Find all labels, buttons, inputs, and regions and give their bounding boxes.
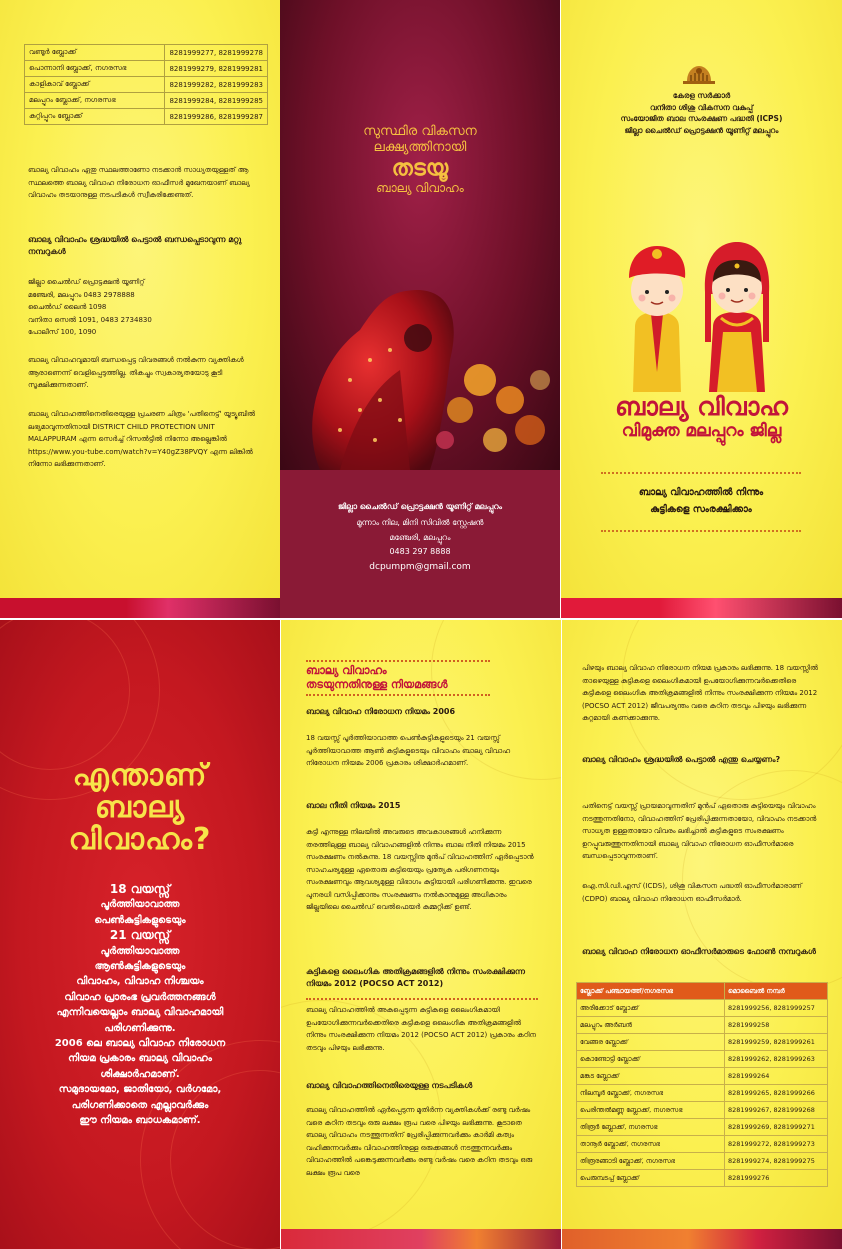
phone-cell: 8281999267, 8281999268 [725, 1102, 828, 1119]
def-line: 21 വയസ്സ് [109, 928, 171, 943]
kerala-emblem-icon [679, 62, 719, 86]
def-line: പെൺകുട്ടികളുടെയും [94, 914, 186, 926]
def-line: ആൺകുട്ടികളുടെയും [94, 961, 186, 973]
organization-block [561, 90, 842, 136]
title-line: സുസ്ഥിര വികസന [363, 124, 477, 139]
def-line: പൂർത്തിയാവാത്ത [100, 945, 180, 957]
office-cell: കാളികാവ് ബ്ലോക്ക് [25, 77, 165, 93]
law-text: 18 വയസ്സ് പൂർത്തിയാവാത്ത പെൺകുട്ടികളുടെയും 21 വയസ്സ് പൂർത്തിയാവാത്ത ആൺ കുട്ടികളുടെയും വിവാഹം ബാല്യ വിവാഹ നിരോധന നിയമം 2006 പ്രകാരം ശിക്ഷാർഹമാണ്. [306, 734, 511, 767]
contact-address: മൂന്നാം നില, മിനി സിവിൽ സ്റ്റേഷൻ [356, 518, 484, 527]
law-text: ബാല്യ വിവാഹത്തിൽ അകപ്പെടുന്ന കുട്ടികളെ ലൈംഗികമായി ഉപയോഗിക്കുന്നവർക്കെതിരെ കുട്ടികളെ ലൈംഗിക അതിക്രമങ്ങളിൽ നിന്നും സംരക്ഷിക്കുന്ന നിയമം 2012 (POCSO ACT 2012) പ്രകാരം കഠിന തടവും പിഴയും ലഭിക്കുന്നു. [306, 1006, 537, 1052]
phone-cell: 8281999277, 8281999278 [165, 45, 268, 61]
phone-cell: 8281999284, 8281999285 [165, 93, 268, 109]
def-line: ശിക്ഷാർഹമാണ്. [100, 1068, 180, 1080]
contact-org: ജില്ലാ ചൈൽഡ് പ്രൊട്ടക്ഷൻ യൂണിറ്റ് മലപ്പുറം [337, 502, 503, 511]
officer-phone-title: ബാല്യ വിവാഹ നിരോധന ഓഫീസർമാരുടെ ഫോൺ നമ്പറുകൾ [582, 947, 816, 956]
title-emphasis: തടയൂ [391, 155, 449, 181]
office-cell: മലപ്പുറം അർബൻ [577, 1017, 725, 1034]
action-title: ബാല്യ വിവാഹത്തിനെതിരെയുള്ള നടപടികൾ [306, 1081, 473, 1090]
table-row [577, 1051, 828, 1068]
question-title [0, 760, 280, 856]
dotted-separator [306, 998, 538, 1000]
def-line: നിയമ പ്രകാരം ബാല്യ വിവാഹം [68, 1053, 212, 1065]
column-header: മൊബൈൽ നമ്പർ [725, 983, 828, 1000]
table-row [25, 61, 268, 77]
table-row [25, 93, 268, 109]
phone-cell: 8281999269, 8281999271 [725, 1119, 828, 1136]
main-title-line1: ബാല്യ വിവാഹ [615, 392, 788, 421]
contact-line: ചൈൽഡ് ലൈൻ 1098 [28, 303, 107, 311]
phone-cell: 8281999258 [725, 1017, 828, 1034]
def-line: പരിഗണിക്കുന്നു. [104, 1022, 176, 1034]
office-cell: അരീക്കോട് ബ്ലോക്ക് [577, 1000, 725, 1017]
office-cell: പെരുമ്പടപ്പ് ബ്ലോക്ക് [577, 1170, 725, 1187]
phone-cell: 8281999264 [725, 1068, 828, 1085]
table-row [577, 1017, 828, 1034]
contact-address: മഞ്ചേരി, മലപ്പുറം [389, 533, 451, 542]
office-cell: കൊണ്ടോട്ടി ബ്ലോക്ക് [577, 1051, 725, 1068]
tagline-line: കുട്ടികളെ സംരക്ഷിക്കാം [650, 504, 752, 515]
definition-block [20, 882, 260, 1129]
contact-list [28, 276, 258, 339]
office-cell: മലപ്പുറം ബ്ലോക്ക്, നഗരസഭ [25, 93, 165, 109]
info-paragraph-1: ബാല്യ വിവാഹം ഏതു സ്ഥലത്താണോ നടക്കാൻ സാധ്യതയുള്ളത് ആ സ്ഥലത്തെ ബാല്യ വിവാഹ നിരോധന ഓഫീസർ മുഖേനയാണ് ബാല്യ വിവാഹം തടയാനുള്ള നടപടികൾ സ്വീകരിക്കേണ്ടത്. [28, 166, 250, 199]
table-row [25, 45, 268, 61]
contact-line: പോലീസ് 100, 1090 [28, 328, 97, 336]
phone-cell: 8281999286, 8281999287 [165, 109, 268, 125]
def-line: സമുദായമോ, ജാതിയോ, വർഗമോ, [58, 1084, 222, 1096]
decor-stripe [561, 598, 842, 618]
bride-groom-illustration [613, 232, 793, 392]
tagline-line: ബാല്യ വിവാഹത്തിൽ നിന്നും [638, 487, 764, 498]
table-row [577, 1068, 828, 1085]
law-title: കുട്ടികളെ ലൈംഗിക അതിക്രമങ്ങളിൽ നിന്നും സംരക്ഷിക്കുന്ന നിയമം 2012 (POCSO ACT 2012) [306, 967, 525, 988]
question-line: ബാല്യ [94, 790, 186, 825]
decor-stripe [281, 1229, 561, 1249]
panel-bottom-right [562, 620, 842, 1229]
org-line: വനിതാ ശിശു വികസന വകുപ്പ് [649, 102, 754, 112]
phone-cell: 8281999265, 8281999266 [725, 1085, 828, 1102]
privacy-paragraph: ബാല്യ വിവാഹവുമായി ബന്ധപ്പെട്ട വിവരങ്ങൾ നൽകുന്ന വ്യക്തികൾ ആരാണെന്ന് വെളിപ്പെടുത്തില്ല. തികച്ചും സ്വകാര്യതയോടു കൂടി സൂക്ഷിക്കുന്നതാണ്. [28, 356, 244, 389]
phone-cell: 8281999256, 8281999257 [725, 1000, 828, 1017]
def-line: പരിഗണിക്കാതെ എല്ലാവർക്കും [71, 1099, 209, 1111]
video-paragraph: ബാല്യ വിവാഹത്തിനെതിരെയുള്ള പ്രചരണ ചിത്രം 'പതിനെട്ട്' യൂട്യൂബിൽ ലഭ്യമാവുന്നതിനായി DISTRICT CHILD PROTECTION UNIT MALAPPURAM എന്ന സെർച്ച് റിസൽട്ടിൽ നിന്നോ അല്ലെങ്കിൽ https://www.you-tube.com/watch?v=Y40gZ38PVQY എന്ന ലിങ്കിൽ നിന്നോ ലഭിക്കുന്നതാണ്. [28, 410, 256, 468]
office-cell: വണ്ടൂർ ബ്ലോക്ക് [25, 45, 165, 61]
table-row [577, 1119, 828, 1136]
office-cell: നിലമ്പൂർ ബ്ലോക്ക്, നഗരസഭ [577, 1085, 725, 1102]
phone-table-top [24, 44, 268, 125]
title-line: ബാല്യ വിവാഹം [376, 181, 464, 195]
main-title-line2: വിമുക്ത മലപ്പുറം ജില്ല [621, 421, 782, 441]
phone-cell: 8281999262, 8281999263 [725, 1051, 828, 1068]
question-line: എന്താണ് [72, 758, 208, 793]
law-title: ബാല്യ വിവാഹ നിരോധന നിയമം 2006 [306, 707, 456, 716]
office-cell: മങ്കട ബ്ലോക്ക് [577, 1068, 725, 1085]
law-text: കുട്ടി എന്നുള്ള നിലയിൽ അവരുടെ അവകാശങ്ങൾ ഹനിക്കുന്ന തരത്തിലുള്ള ബാല്യ വിവാഹങ്ങളിൽ നിന്നും ബാല നീതി നിയമം 2015 സംരക്ഷണം നൽകുന്നു. 18 വയസ്സിനു മുൻപ് വിവാഹത്തിന് ഏർപ്പെടാൻ സാഹചര്യമുള്ള ഏതൊരു കുട്ടിയെയും പ്രത്യേക പരിഗണനയും സംരക്ഷണവും ആവശ്യമുള്ള വിഭാഗം കുട്ടിയായി പരിഗണിക്കുന്നു. ഇവരെ പുനരധി വസിപ്പിക്കാനും സംരക്ഷണം നൽകാനുമുള്ള അധികാരം ജില്ലയിലെ ചൈൽഡ് വെൽഫെയർ കമ്മറ്റിക്ക് ഉണ്ട്. [306, 828, 534, 911]
office-cell: തിരൂർ ബ്ലോക്ക്, നഗരസഭ [577, 1119, 725, 1136]
question-line: വിവാഹം? [68, 822, 212, 857]
office-cell: താനൂർ ബ്ലോക്ക്, നഗരസഭ [577, 1136, 725, 1153]
panel-top-left [0, 0, 280, 598]
dotted-separator [306, 660, 490, 662]
table-row [577, 1170, 828, 1187]
officer-phone-table [576, 982, 828, 1187]
def-line: എന്നിവയെല്ലാം ബാല്യ വിവാഹമായി [56, 1007, 224, 1019]
office-cell: പൊന്നാനി ബ്ലോക്ക്, നഗരസഭ [25, 61, 165, 77]
law-title: ബാല നീതി നിയമം 2015 [306, 801, 401, 810]
org-line: ജില്ലാ ചൈൽഡ് പ്രൊട്ടക്ഷൻ യൂണിറ്റ് മലപ്പുറം [624, 125, 779, 135]
title-line: ലക്ഷ്യത്തിനായി [373, 140, 467, 155]
table-header-row [577, 983, 828, 1000]
def-line: ഈ നിയമം ബാധകമാണ്. [79, 1115, 201, 1127]
action-text: ബാല്യ വിവാഹത്തിൽ ഏർപ്പെടുന്ന മുതിർന്ന വ്യക്തികൾക്ക് രണ്ടു വർഷം വരെ കഠിന തടവും ഒരു ലക്ഷം രൂപ വരെ പിഴയും ലഭിക്കുന്നു. കൂടാതെ ബാല്യ വിവാഹം നടത്തുന്നതിന് പ്രേരിപ്പിക്കുന്നവർക്കും കാർമി കത്വം വഹിക്കുന്നവർക്കും വിവാഹത്തിനുള്ള ഒരുക്കങ്ങൾ നടത്തുന്നവർക്കും വിവാഹത്തിൽ പങ്കെടുക്കുന്നവർക്കും രണ്ടു വർഷം വരെ കഠിന തടവും ഒരു ലക്ഷം രൂപ വരെ [306, 1106, 533, 1177]
phone-cell: 8281999279, 8281999281 [165, 61, 268, 77]
def-line: പൂർത്തിയാവാത്ത [100, 899, 180, 911]
laws-heading: തടയുന്നതിനുള്ള നിയമങ്ങൾ [306, 678, 448, 691]
table-row [577, 1034, 828, 1051]
contact-phone: 0483 297 8888 [389, 547, 451, 556]
what-to-do-text: ഐ.സി.ഡി.എസ് (ICDS), ശിശു വികസന പദ്ധതി ഓഫീസർമാരാണ് (CDPO) ബാല്യ വിവാഹ നിരോധന ഓഫീസർമാർ. [582, 882, 802, 903]
tagline-box [601, 472, 801, 532]
contact-line: മഞ്ചേരി, മലപ്പുറം 0483 2978888 [28, 290, 135, 299]
contact-line: ജില്ലാ ചൈൽഡ് പ്രൊട്ടക്ഷൻ യൂണിറ്റ് [28, 278, 145, 286]
org-line: സംയോജിത ബാല സംരക്ഷണ പദ്ധതി (ICPS) [620, 114, 783, 123]
table-row [577, 1085, 828, 1102]
phone-cell: 8281999274, 8281999275 [725, 1153, 828, 1170]
office-cell: കുറ്റിപ്പുറം ബ്ലോക്ക് [25, 109, 165, 125]
table-row [25, 109, 268, 125]
table-row [577, 1153, 828, 1170]
contact-email[interactable]: dcpumpm@gmail.com [369, 562, 471, 572]
contact-heading: ബാല്യ വിവാഹം ശ്രദ്ധയിൽ പെട്ടാൽ ബന്ധപ്പെടാവുന്ന മറ്റു നമ്പറുകൾ [28, 235, 242, 256]
phone-cell: 8281999276 [725, 1170, 828, 1187]
decor-stripe [0, 598, 280, 618]
office-cell: പെരിന്തൽമണ്ണ ബ്ലോക്ക്, നഗരസഭ [577, 1102, 725, 1119]
laws-heading: ബാല്യ വിവാഹം [306, 664, 387, 677]
bride-illustration [280, 0, 560, 470]
phone-cell: 8281999272, 8281999273 [725, 1136, 828, 1153]
phone-cell: 8281999259, 8281999261 [725, 1034, 828, 1051]
bride-photo [280, 0, 560, 470]
table-row [25, 77, 268, 93]
def-line: 18 വയസ്സ് [109, 882, 171, 896]
continued-text: പിഴയും ബാല്യ വിവാഹ നിരോധന നിയമ പ്രകാരം ലഭിക്കുന്നു. 18 വയസ്സിൽ താഴെയുള്ള കുട്ടികളെ ലൈംഗികമായി ഉപയോഗിക്കുന്നവർക്കെതിരെ കുട്ടികളെ ലൈംഗിക അതിക്രമങ്ങളിൽ നിന്നും സംരക്ഷിക്കുന്ന നിയമം 2012 (POCSO ACT 2012) ജീവപര്യന്തം വരെ കഠിന തടവും പിഴയും ലഭിക്കുന്ന കുറ്റമായി കണക്കാക്കുന്നു. [582, 664, 818, 722]
dotted-separator [306, 694, 490, 696]
def-line: 2006 ലെ ബാല്യ വിവാഹ നിരോധന [54, 1038, 226, 1050]
table-row [577, 1136, 828, 1153]
table-row [577, 1000, 828, 1017]
contact-line: വനിതാ സെൽ 1091, 0483 2734830 [28, 315, 152, 324]
def-line: വിവാഹം, വിവാഹ നിശ്ചയം [76, 976, 204, 988]
def-line: വിവാഹ പ്രാരംഭ പ്രവർത്തനങ്ങൾ [64, 991, 216, 1003]
org-line: കേരള സർക്കാർ [672, 91, 731, 100]
phone-cell: 8281999282, 8281999283 [165, 77, 268, 93]
what-to-do-title: ബാല്യ വിവാഹം ശ്രദ്ധയിൽ പെട്ടാൽ എന്തു ചെയ്യണം? [582, 755, 781, 764]
decor-stripe [562, 1229, 842, 1249]
office-cell: തിരൂരങ്ങാടി ബ്ലോക്ക്, നഗരസഭ [577, 1153, 725, 1170]
table-row [577, 1102, 828, 1119]
what-to-do-text: പതിനെട്ട് വയസ്സ് പ്രായമാവുന്നതിന് മുൻപ് ഏതൊരു കുട്ടിയെയും വിവാഹം നടത്തുന്നതിനോ, വിവാഹത്തിന് പ്രേരിപ്പിക്കുന്നതായോ, വിവാഹം നടക്കാൻ സാധ്യത ഉള്ളതായോ വിവരം ലഭിച്ചാൽ കുട്ടികളുടെ സംരക്ഷണം ഉറപ്പുവരുത്തുന്നതിനായി ബാല്യ വിവാഹ നിരോധന ഓഫീസർമാരെ ബന്ധപ്പെടാവുന്നതാണ്. [582, 802, 817, 860]
panel-top-middle [280, 0, 560, 618]
column-header: ബ്ലോക്ക് പഞ്ചായത്ത്/നഗരസഭ [577, 983, 725, 1000]
office-cell: വേങ്ങര ബ്ലോക്ക് [577, 1034, 725, 1051]
panel-top-right [561, 0, 842, 598]
